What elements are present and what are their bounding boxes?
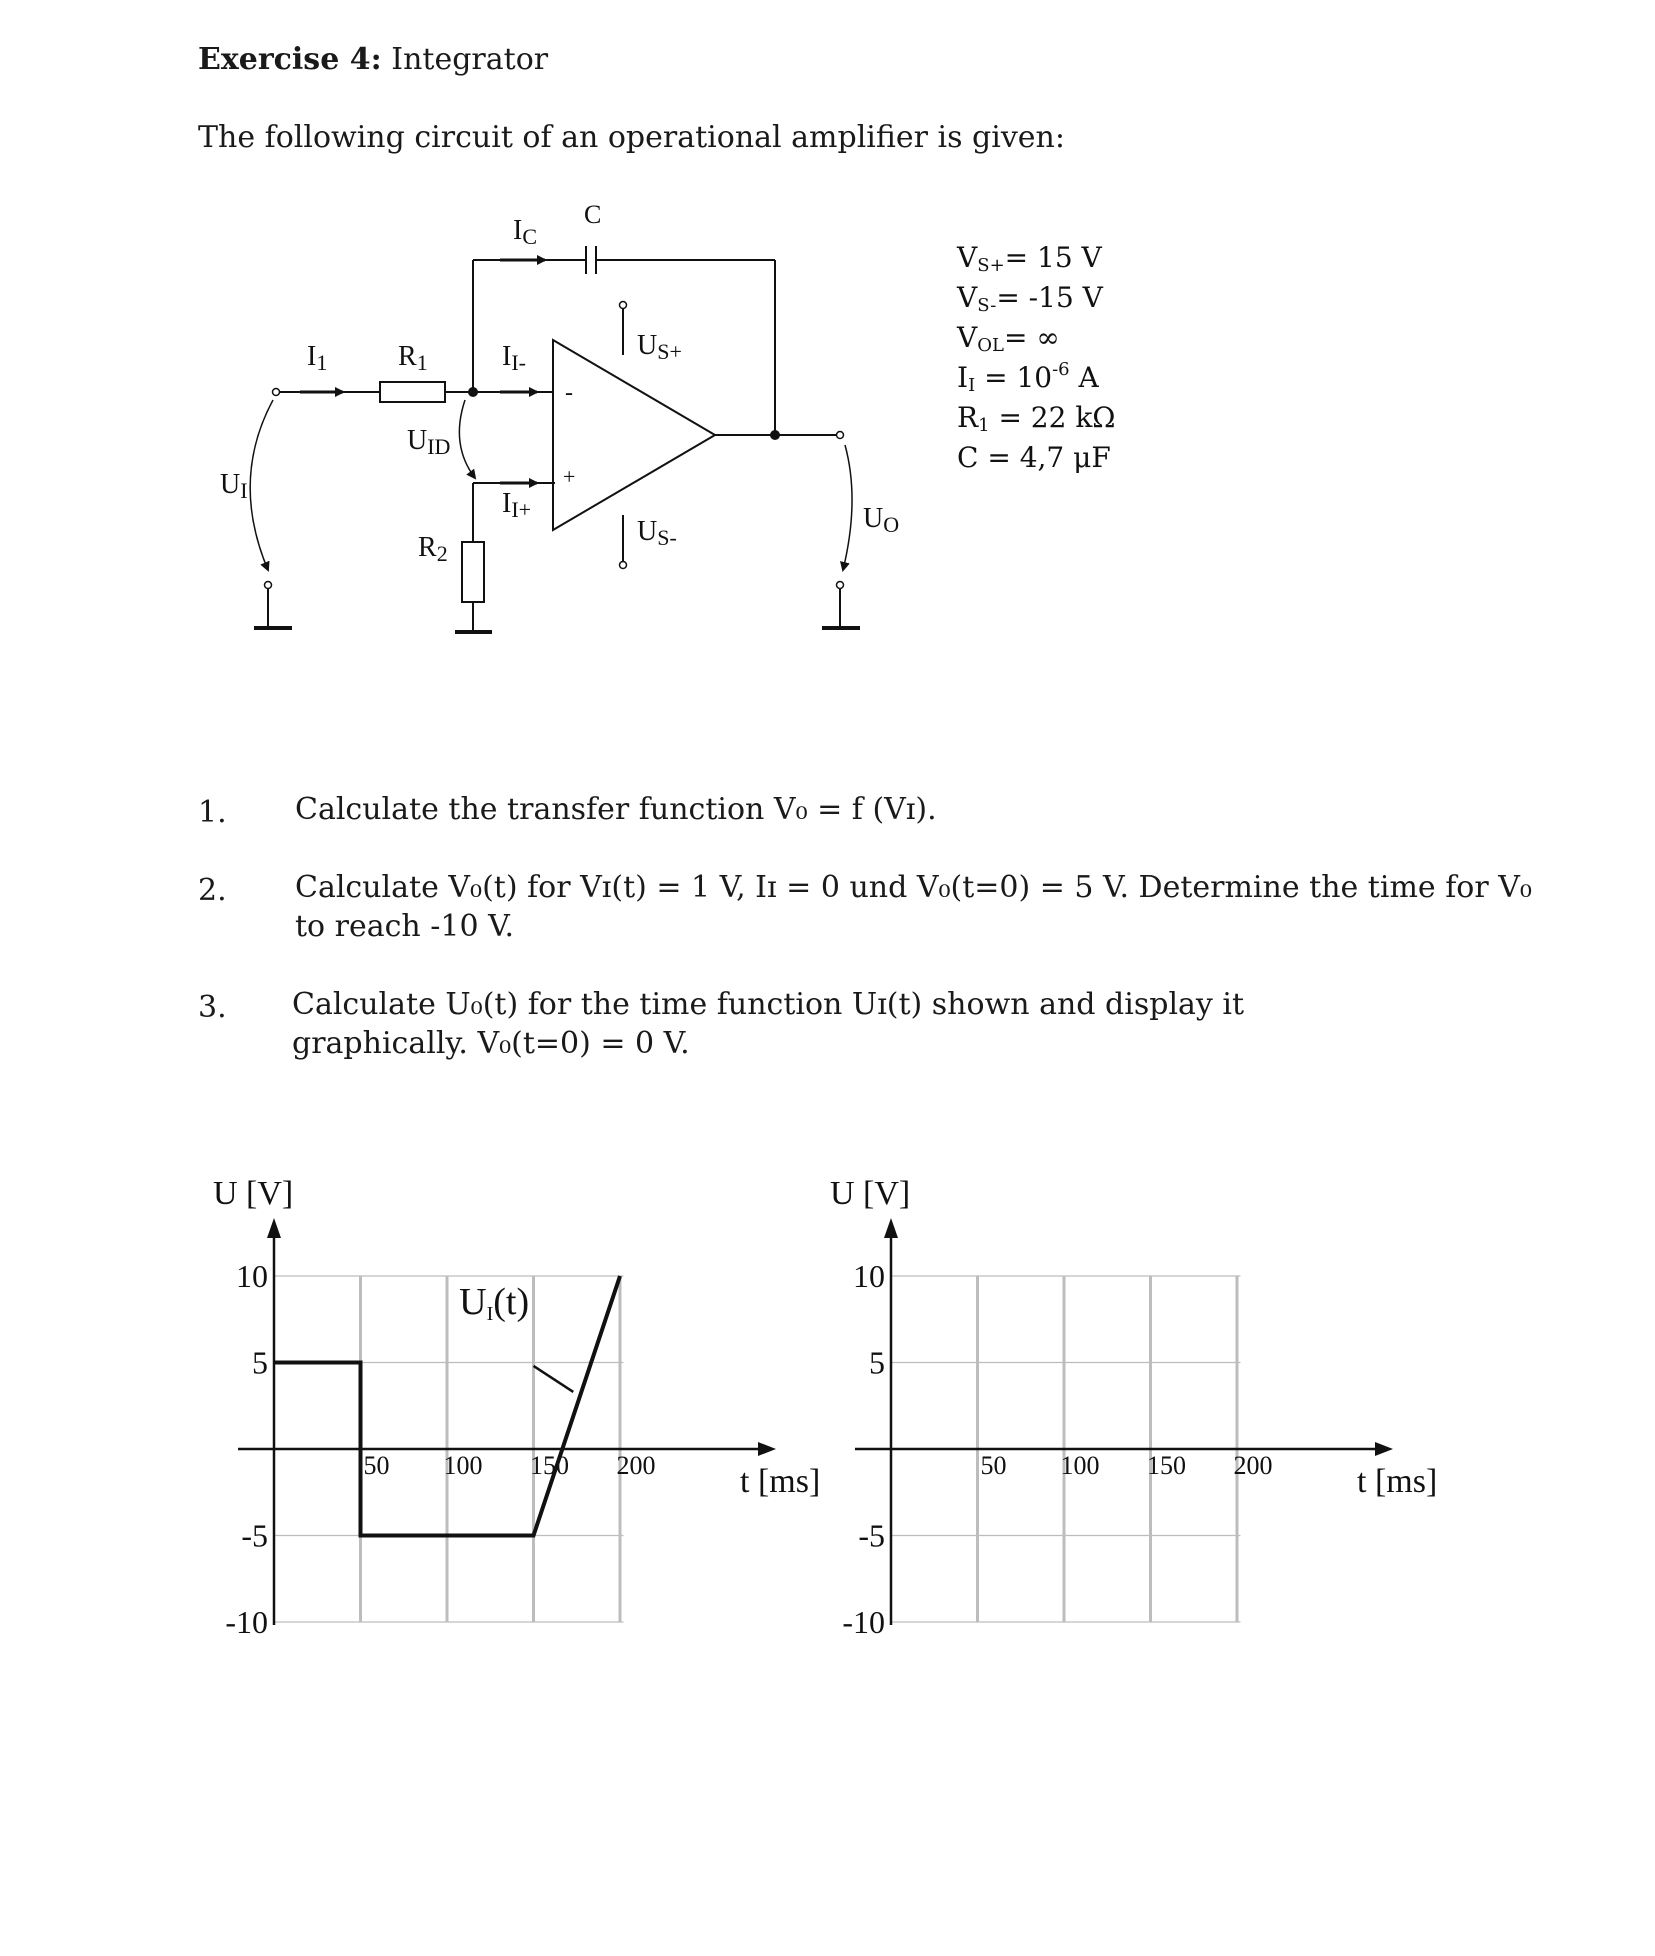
y-axis-label: U [V]	[213, 1175, 294, 1212]
x-tick-label: 100	[1060, 1451, 1100, 1480]
uo-label: UO	[863, 503, 900, 537]
intro-text: The following circuit of an operational amplifier is given:	[198, 120, 1065, 155]
plus-sign: +	[563, 464, 576, 489]
y-axis-label: U [V]	[830, 1175, 911, 1212]
parameter-5: C = 4,7 μF	[957, 441, 1111, 474]
parameter-0: VS+= 15 V	[957, 241, 1102, 276]
output-signal-chart	[817, 1160, 1457, 1670]
uid-label: UID	[407, 425, 451, 459]
task-2-number: 2.	[198, 873, 227, 908]
task-1-text: Calculate the transfer function V₀ = f (Vɪ).	[295, 792, 937, 827]
x-tick-label: 200	[616, 1451, 656, 1480]
y-tick-label: -5	[858, 1517, 885, 1554]
x-axis-label: t [ms]	[1357, 1463, 1438, 1500]
exercise-title: Integrator	[391, 42, 549, 77]
y-axis-arrow	[267, 1218, 281, 1238]
annotation-pointer	[534, 1366, 574, 1392]
usm-label: US-	[637, 516, 677, 550]
ineg-label: II-	[502, 341, 526, 375]
exercise-label: Exercise 4:	[198, 42, 382, 77]
i1-label: I1	[307, 341, 328, 375]
y-tick-label: -10	[225, 1604, 268, 1640]
y-tick-label: -10	[842, 1604, 885, 1640]
integrator-circuit	[180, 190, 940, 650]
r2-label: R2	[418, 532, 448, 566]
x-tick-label: 50	[980, 1451, 1007, 1480]
exercise-heading	[198, 42, 548, 77]
task-3-number: 3.	[198, 990, 227, 1025]
parameter-2: VOL= ∞	[957, 321, 1060, 356]
r1-label: R1	[398, 341, 428, 375]
task-3-text: Calculate U₀(t) for the time function Uɪ(t) shown and display it graphically. V₀(t=0) = 0 V.	[292, 987, 1245, 1061]
x-tick-label: 50	[363, 1451, 390, 1480]
x-axis-arrow	[758, 1442, 776, 1456]
x-tick-label: 150	[1147, 1451, 1186, 1480]
task-2-text: Calculate V₀(t) for Vɪ(t) = 1 V, Iɪ = 0 und V₀(t=0) = 5 V. Determine the time for V₀ to reach -10 V.	[295, 870, 1532, 944]
y-axis-arrow	[884, 1218, 898, 1238]
minus-sign: -	[565, 380, 573, 406]
x-tick-label: 100	[443, 1451, 483, 1480]
y-tick-label: 10	[853, 1258, 885, 1294]
y-tick-label: -5	[241, 1517, 268, 1554]
x-axis-arrow	[1375, 1442, 1393, 1456]
x-axis-label: t [ms]	[740, 1463, 821, 1500]
y-tick-label: 10	[236, 1258, 268, 1294]
x-tick-label: 200	[1233, 1451, 1273, 1480]
ui-label: UI	[220, 469, 248, 503]
usp-label: US+	[637, 330, 682, 364]
ic-label: IC	[513, 215, 538, 249]
series-annotation: UI(t)	[459, 1281, 530, 1326]
task-1-number: 1.	[198, 795, 227, 830]
parameter-3: II = $10^{-6}$ A	[957, 359, 1099, 396]
input-signal-chart	[200, 1160, 840, 1670]
parameter-list	[950, 230, 1210, 480]
parameter-1: VS-= -15 V	[957, 281, 1103, 316]
ipos-label: II+	[502, 488, 532, 522]
y-tick-label: 5	[869, 1344, 885, 1381]
capacitor-label: C	[584, 200, 602, 229]
y-tick-label: 5	[252, 1344, 268, 1381]
parameter-4: R1 = 22 kΩ	[957, 401, 1116, 436]
x-tick-label: 150	[530, 1451, 569, 1480]
